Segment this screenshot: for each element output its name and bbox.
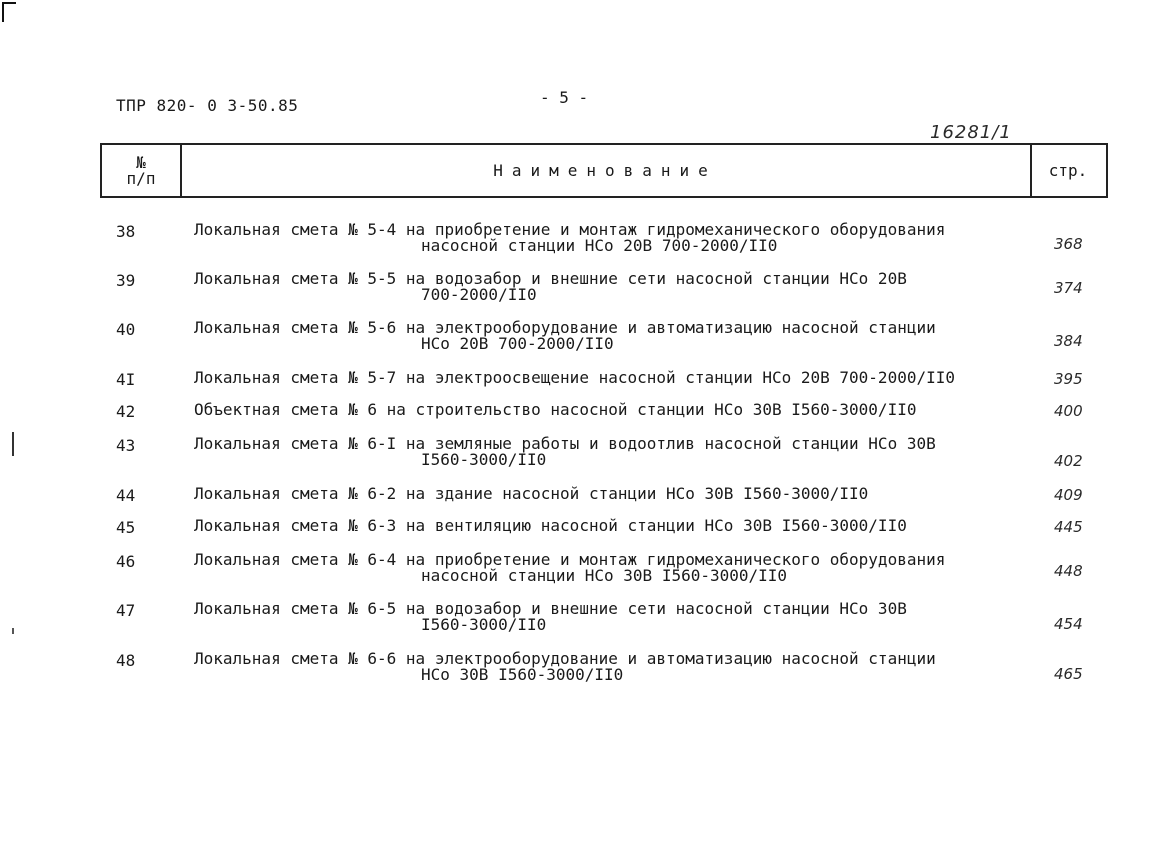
row-page: 384	[1054, 332, 1083, 350]
row-title-line1: Локальная смета № 6-5 на водозабор и внешние сети насосной станции НСо 30В	[194, 599, 907, 618]
row-number: 43	[116, 436, 136, 455]
row-title-line2: НСо 30В I560-3000/II0	[421, 665, 624, 684]
row-title	[194, 486, 1024, 502]
row-title-line2: I560-3000/II0	[421, 450, 547, 469]
header-number-label: п/п	[126, 168, 156, 188]
row-title	[194, 222, 1024, 254]
row-page: 368	[1054, 235, 1083, 253]
margin-mark	[12, 432, 14, 456]
row-title	[194, 320, 1024, 352]
row-title-line1: Локальная смета № 6-I на земляные работы и водоотлив насосной станции НСо 30В	[194, 434, 936, 453]
row-number: 40	[116, 320, 136, 339]
row-title-line2: 700-2000/II0	[421, 285, 537, 304]
table-header	[100, 143, 1108, 198]
row-page: 395	[1054, 370, 1083, 388]
row-number: 47	[116, 601, 136, 620]
page-number: - 5 -	[540, 88, 589, 107]
row-title-line1: Локальная смета № 6-6 на электрооборудование и автоматизацию насосной станции	[194, 649, 936, 668]
row-title	[194, 271, 1024, 303]
row-title	[194, 370, 1024, 386]
row-number: 44	[116, 486, 136, 505]
header-page-cell: стр.	[1048, 161, 1088, 180]
row-page: 445	[1054, 518, 1083, 536]
row-number: 46	[116, 552, 136, 571]
row-title-line1: Локальная смета № 6-2 на здание насосной станции НСо 30В I560-3000/II0	[194, 484, 869, 503]
row-page: 400	[1054, 402, 1083, 420]
row-title	[194, 402, 1024, 418]
row-title	[194, 651, 1024, 683]
row-page: 374	[1054, 279, 1083, 297]
row-title	[194, 601, 1024, 633]
row-number: 4I	[116, 370, 136, 389]
row-number: 48	[116, 651, 136, 670]
row-number: 42	[116, 402, 136, 421]
margin-dot	[12, 628, 14, 634]
document-code: ТПР 820- 0 3-50.85	[116, 96, 299, 115]
archive-number: 16281/1	[930, 122, 1012, 143]
row-title-line1: Локальная смета № 5-5 на водозабор и внешние сети насосной станции НСо 20В	[194, 269, 907, 288]
row-title-line1: Локальная смета № 5-4 на приобретение и монтаж гидромеханического оборудования	[194, 220, 946, 239]
row-number: 38	[116, 222, 136, 241]
row-title-line2: I560-3000/II0	[421, 615, 547, 634]
row-title-line2: насосной станции НСо 30В I560-3000/II0	[421, 566, 788, 585]
row-title	[194, 552, 1024, 584]
header-number-sign: №	[136, 152, 146, 172]
row-title	[194, 518, 1024, 534]
header-number-cell	[102, 145, 182, 196]
header-name-cell: Наименование	[180, 145, 1032, 196]
row-title-line2: насосной станции НСо 20В 700-2000/II0	[421, 236, 778, 255]
row-page: 454	[1054, 615, 1083, 633]
row-page: 465	[1054, 665, 1083, 683]
row-title-line2: НСо 20В 700-2000/II0	[421, 334, 614, 353]
row-title-line1: Локальная смета № 5-7 на электроосвещение насосной станции НСо 20В 700-2000/II0	[194, 368, 955, 387]
row-page: 448	[1054, 562, 1083, 580]
row-title-line1: Объектная смета № 6 на строительство насосной станции НСо 30В I560-3000/II0	[194, 400, 917, 419]
row-number: 45	[116, 518, 136, 537]
row-page: 409	[1054, 486, 1083, 504]
row-number: 39	[116, 271, 136, 290]
row-title-line1: Локальная смета № 5-6 на электрооборудование и автоматизацию насосной станции	[194, 318, 936, 337]
corner-mark	[2, 2, 16, 22]
row-title-line1: Локальная смета № 6-4 на приобретение и монтаж гидромеханического оборудования	[194, 550, 946, 569]
row-title-line1: Локальная смета № 6-3 на вентиляцию насосной станции НСо 30В I560-3000/II0	[194, 516, 907, 535]
row-page: 402	[1054, 452, 1083, 470]
row-title	[194, 436, 1024, 468]
